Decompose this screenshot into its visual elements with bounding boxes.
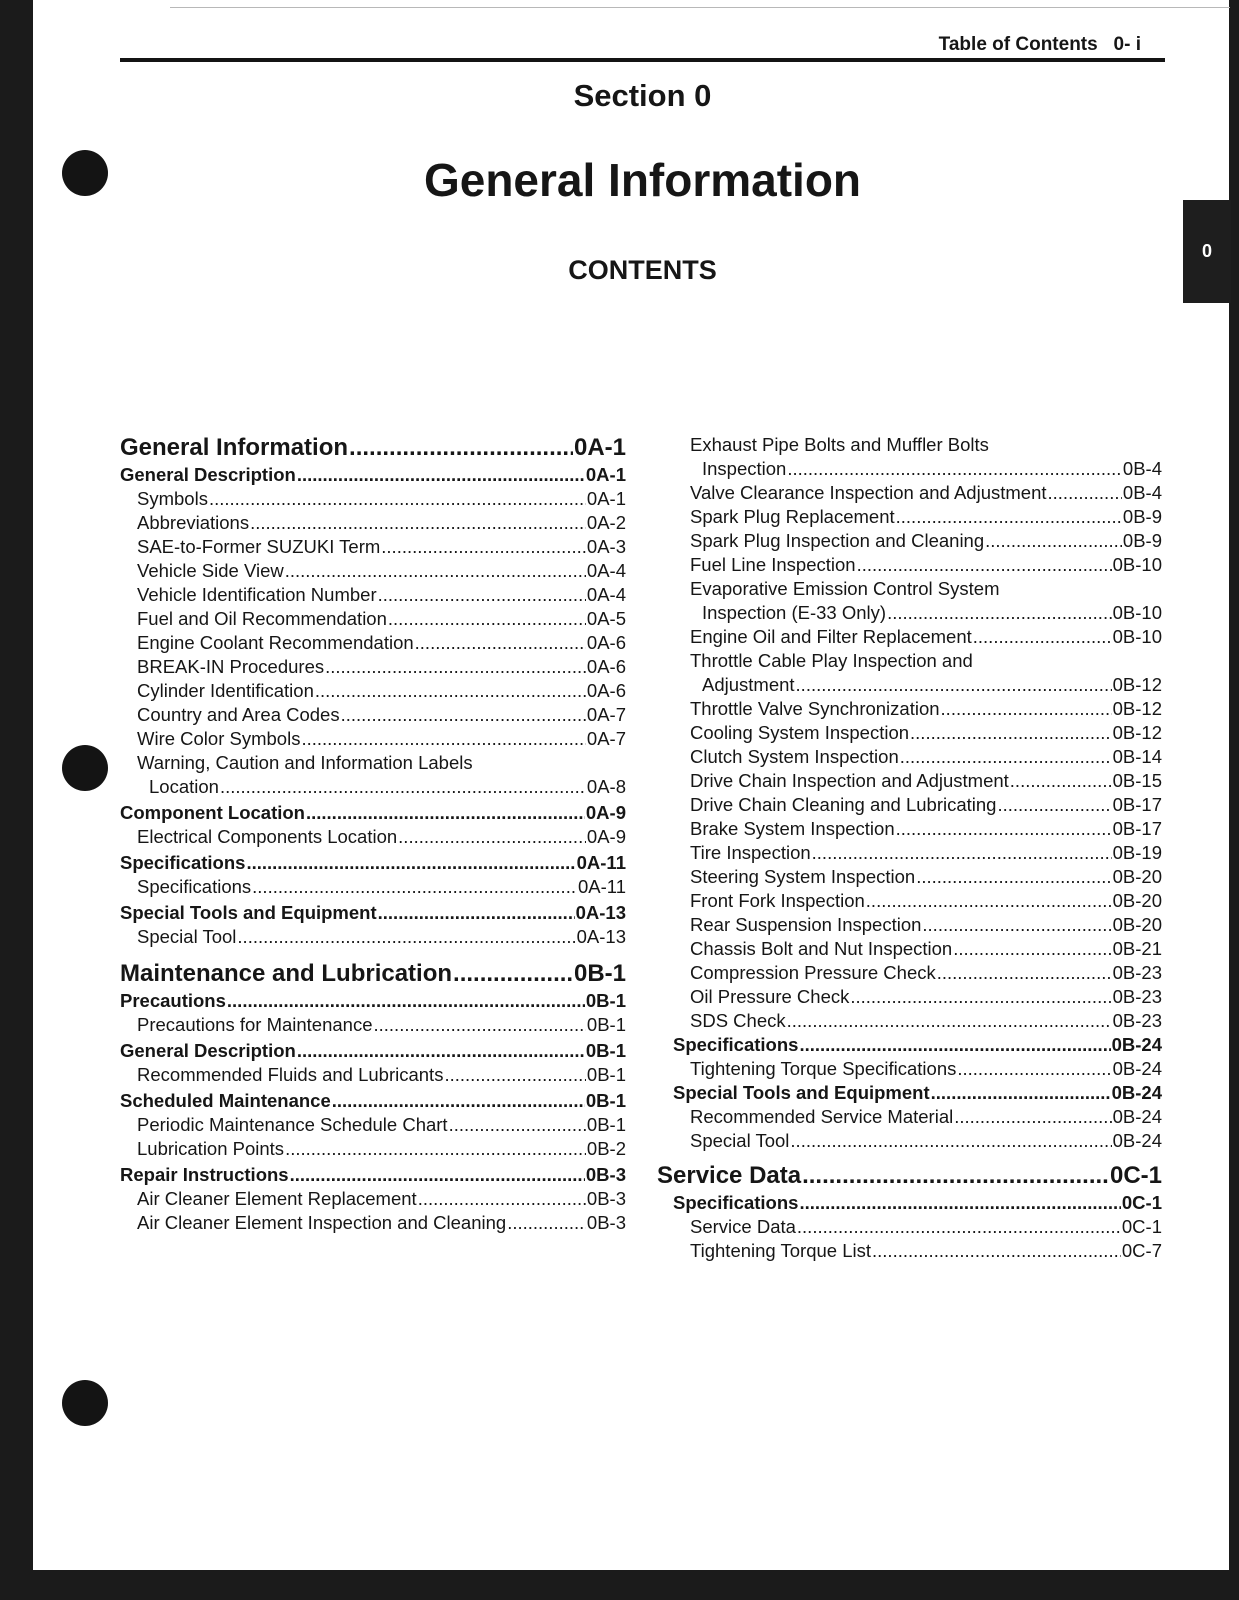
toc-entry-title: Service Data [690, 1216, 796, 1237]
toc-entry-page: 0B-10 [1112, 626, 1162, 647]
toc-entry-title: Rear Suspension Inspection [690, 914, 922, 935]
toc-entry [120, 989, 626, 1013]
toc-entry-page: 0B-24 [1112, 1130, 1162, 1151]
toc-entry [690, 673, 1162, 697]
toc-entry-title: Drive Chain Inspection and Adjustment [690, 770, 1009, 791]
toc-entry [690, 793, 1162, 817]
toc-entry-title: Specifications [673, 1192, 799, 1213]
toc-dot-leader [285, 559, 586, 583]
toc-entry-title: Periodic Maintenance Schedule Chart [137, 1114, 448, 1135]
toc-entry-title: Special Tool [137, 926, 237, 947]
toc-entry-title: General Information [120, 434, 349, 461]
scan-left-edge [0, 0, 33, 1600]
toc-entry-page: 0B-24 [1112, 1106, 1162, 1127]
toc-entry [690, 1215, 1162, 1239]
toc-entry [690, 457, 1162, 481]
toc-dot-leader [887, 601, 1112, 625]
toc-entry-title: Spark Plug Inspection and Cleaning [690, 530, 985, 551]
toc-entry-wrapped: Throttle Cable Play Inspection and [690, 650, 973, 671]
toc-dot-leader [922, 913, 1111, 937]
toc-entry-title: Recommended Fluids and Lubricants [137, 1064, 444, 1085]
toc-entry-title: Throttle Valve Synchronization [690, 698, 940, 719]
toc-dot-leader [866, 889, 1112, 913]
toc-entry-page: 0A-2 [586, 512, 626, 533]
toc-dot-leader [916, 865, 1111, 889]
toc-dot-leader [997, 793, 1111, 817]
section-title: General Information [423, 154, 862, 206]
toc-entry-title: Compression Pressure Check [690, 962, 936, 983]
toc-dot-leader [796, 673, 1112, 697]
toc-entry-title: Wire Color Symbols [137, 728, 301, 749]
toc-entry-page: 0B-1 [585, 990, 626, 1011]
toc-entry [690, 745, 1162, 769]
toc-dot-leader [954, 1105, 1111, 1129]
toc-entry [690, 913, 1162, 937]
toc-dot-leader [398, 825, 586, 849]
toc-entry-title: Electrical Components Location [137, 826, 398, 847]
toc-entry [690, 817, 1162, 841]
toc-dot-leader [1048, 481, 1122, 505]
toc-entry [120, 959, 626, 989]
toc-entry-page: 0B-3 [585, 1164, 626, 1185]
toc-dot-leader [799, 1191, 1120, 1215]
toc-entry [673, 1033, 1162, 1057]
toc-dot-leader [381, 535, 586, 559]
toc-entry-title: Specifications [137, 876, 252, 897]
scan-top-edge [170, 7, 1230, 8]
toc-dot-leader [306, 801, 585, 825]
toc-entry [120, 463, 626, 487]
toc-entry-title: Air Cleaner Element Replacement [137, 1188, 417, 1209]
toc-entry-page: 0B-1 [573, 960, 626, 987]
toc-dot-leader [297, 1039, 585, 1063]
toc-dot-leader [787, 1009, 1112, 1033]
toc-entry-page: 0B-20 [1112, 890, 1162, 911]
toc-entry-page: 0B-20 [1112, 914, 1162, 935]
toc-entry-page: 0C-1 [1109, 1162, 1162, 1189]
toc-dot-leader [290, 1163, 585, 1187]
toc-entry-title: Abbreviations [137, 512, 250, 533]
toc-entry [690, 889, 1162, 913]
toc-entry-title: Chassis Bolt and Nut Inspection [690, 938, 953, 959]
toc-entry-page: 0A-13 [575, 902, 626, 923]
toc-entry-title: Valve Clearance Inspection and Adjustment [690, 482, 1047, 503]
toc-dot-leader [237, 925, 575, 949]
toc-dot-leader [415, 631, 586, 655]
toc-entry [120, 1113, 626, 1137]
toc-dot-leader [973, 625, 1112, 649]
toc-dot-leader [374, 1013, 586, 1037]
toc-dot-leader [799, 1033, 1110, 1057]
toc-entry-page: 0A-6 [586, 680, 626, 701]
toc-entry [120, 1137, 626, 1161]
toc-entry [120, 1013, 626, 1037]
toc-dot-leader [227, 989, 585, 1013]
toc-dot-leader [941, 697, 1112, 721]
toc-entry [120, 703, 626, 727]
toc-entry-title: Clutch System Inspection [690, 746, 899, 767]
toc-entry-title: Steering System Inspection [690, 866, 916, 887]
toc-entry [690, 625, 1162, 649]
toc-entry-page: 0B-1 [586, 1014, 626, 1035]
toc-entry-page: 0B-2 [586, 1138, 626, 1159]
toc-entry-page: 0B-23 [1112, 1010, 1162, 1031]
toc-entry-page: 0B-3 [586, 1188, 626, 1209]
toc-entry [120, 511, 626, 535]
toc-entry-title: Scheduled Maintenance [120, 1090, 331, 1111]
toc-entry [690, 553, 1162, 577]
toc-entry-page: 0B-10 [1112, 554, 1162, 575]
toc-entry-title: Location [149, 776, 219, 797]
toc-entry-title: General Description [120, 464, 296, 485]
toc-entry [120, 1039, 626, 1063]
toc-entry [690, 481, 1162, 505]
toc-entry [120, 875, 626, 899]
toc-entry-page: 0B-10 [1112, 602, 1162, 623]
toc-entry-title: General Description [120, 1040, 296, 1061]
toc-entry-title: Oil Pressure Check [690, 986, 850, 1007]
toc-entry-title: Special Tools and Equipment [673, 1082, 930, 1103]
toc-dot-leader [900, 745, 1112, 769]
toc-entry [673, 1081, 1162, 1105]
toc-dot-leader [787, 457, 1122, 481]
toc-entry-title: Symbols [137, 488, 208, 509]
toc-dot-leader [850, 985, 1111, 1009]
toc-dot-leader [341, 703, 586, 727]
toc-right-column [657, 433, 1162, 1263]
toc-entry-title: Precautions [120, 990, 226, 1011]
toc-entry-title: Component Location [120, 802, 305, 823]
toc-entry-page: 0B-24 [1111, 1082, 1162, 1103]
toc-dot-leader [449, 1113, 586, 1137]
toc-entry [690, 865, 1162, 889]
toc-entry-page: 0A-6 [586, 656, 626, 677]
toc-entry-page: 0A-1 [586, 488, 626, 509]
toc-entry [120, 1187, 626, 1211]
toc-entry [120, 925, 626, 949]
toc-entry [690, 961, 1162, 985]
toc-dot-leader [453, 959, 573, 989]
toc-dot-leader [931, 1081, 1111, 1105]
toc-entry-title: Engine Oil and Filter Replacement [690, 626, 972, 647]
toc-entry-page: 0B-1 [585, 1090, 626, 1111]
toc-entry [690, 1009, 1162, 1033]
header-rule [120, 58, 1165, 62]
toc-entry-title: Tightening Torque Specifications [690, 1058, 957, 1079]
toc-entry [673, 1191, 1162, 1215]
toc-entry-wrapped: Exhaust Pipe Bolts and Muffler Bolts [690, 434, 989, 455]
toc-dot-leader [250, 511, 586, 535]
toc-entry [120, 801, 626, 825]
punch-hole [62, 745, 108, 791]
toc-entry [690, 697, 1162, 721]
toc-entry-title: Service Data [657, 1162, 802, 1189]
toc-entry-page: 0B-19 [1112, 842, 1162, 863]
toc-entry-page: 0A-9 [586, 826, 626, 847]
toc-entry [120, 727, 626, 751]
toc-entry-title: Spark Plug Replacement [690, 506, 895, 527]
toc-entry-page: 0A-11 [578, 876, 626, 897]
toc-dot-leader [220, 775, 586, 799]
toc-entry-title: Repair Instructions [120, 1164, 289, 1185]
toc-dot-leader [797, 1215, 1121, 1239]
toc-entry-title: Precautions for Maintenance [137, 1014, 373, 1035]
running-header: Table of Contents 0- i [938, 34, 1141, 55]
toc-entry-page: 0B-15 [1112, 770, 1162, 791]
toc-entry-title: Cylinder Identification [137, 680, 314, 701]
toc-entry [690, 985, 1162, 1009]
toc-dot-leader [209, 487, 586, 511]
toc-entry [690, 1129, 1162, 1153]
toc-dot-leader [812, 841, 1112, 865]
toc-entry-page: 0B-9 [1122, 530, 1162, 551]
toc-entry-title: BREAK-IN Procedures [137, 656, 325, 677]
toc-entry-page: 0B-24 [1112, 1058, 1162, 1079]
toc-entry [120, 1163, 626, 1187]
toc-dot-leader [937, 961, 1112, 985]
toc-entry-title: Specifications [673, 1034, 799, 1055]
toc-dot-leader [910, 721, 1112, 745]
toc-entry-title: Tire Inspection [690, 842, 811, 863]
toc-entry-page: 0B-1 [585, 1040, 626, 1061]
toc-dot-leader [315, 679, 586, 703]
toc-entry-page: 0C-1 [1121, 1192, 1162, 1213]
toc-entry-page: 0A-1 [585, 464, 626, 485]
toc-entry-page: 0B-17 [1112, 794, 1162, 815]
toc-entry-title: Engine Coolant Recommendation [137, 632, 414, 653]
toc-entry-title: Special Tools and Equipment [120, 902, 377, 923]
toc-entry [690, 505, 1162, 529]
toc-dot-leader [332, 1089, 585, 1113]
toc-entry-title: Inspection [702, 458, 787, 479]
toc-dot-leader [418, 1187, 586, 1211]
toc-entry-page: 0B-21 [1112, 938, 1162, 959]
toc-entry [120, 1089, 626, 1113]
toc-entry [120, 775, 626, 799]
toc-entry-page: 0B-12 [1112, 698, 1162, 719]
toc-dot-leader [802, 1161, 1109, 1191]
punch-hole [62, 1380, 108, 1426]
toc-entry [120, 559, 626, 583]
toc-left-column [120, 433, 626, 1235]
toc-entry [120, 607, 626, 631]
toc-dot-leader [378, 583, 586, 607]
toc-entry-page: 0B-1 [586, 1114, 626, 1135]
toc-entry-title: Air Cleaner Element Inspection and Cleaning [137, 1212, 507, 1233]
toc-dot-leader [301, 727, 585, 751]
toc-entry [690, 937, 1162, 961]
toc-entry [690, 529, 1162, 553]
toc-entry-page: 0C-1 [1121, 1216, 1162, 1237]
toc-entry-page: 0B-14 [1112, 746, 1162, 767]
toc-dot-leader [953, 937, 1111, 961]
toc-entry-wrapped: Evaporative Emission Control System [690, 578, 1000, 599]
toc-dot-leader [252, 875, 577, 899]
toc-entry-page: 0A-5 [586, 608, 626, 629]
toc-dot-leader [297, 463, 585, 487]
toc-dot-leader [790, 1129, 1111, 1153]
toc-entry-title: Lubrication Points [137, 1138, 285, 1159]
toc-entry-title: Vehicle Side View [137, 560, 284, 581]
toc-entry-page: 0B-24 [1111, 1034, 1162, 1055]
toc-entry-title: Drive Chain Cleaning and Lubricating [690, 794, 997, 815]
toc-dot-leader [1010, 769, 1112, 793]
toc-dot-leader [857, 553, 1112, 577]
toc-entry-page: 0B-20 [1112, 866, 1162, 887]
toc-entry-page: 0A-11 [576, 852, 626, 873]
toc-entry-page: 0A-4 [586, 560, 626, 581]
contents-heading: CONTENTS [568, 255, 717, 285]
toc-entry-page: 0B-17 [1112, 818, 1162, 839]
toc-entry-page: 0A-3 [586, 536, 626, 557]
toc-dot-leader [378, 901, 575, 925]
toc-dot-leader [507, 1211, 586, 1235]
toc-entry [120, 901, 626, 925]
toc-entry-title: Tightening Torque List [690, 1240, 872, 1261]
toc-entry [120, 631, 626, 655]
section-tab-marker: 0 [1183, 200, 1231, 303]
toc-entry [690, 1057, 1162, 1081]
toc-dot-leader [985, 529, 1122, 553]
scan-bottom-edge [0, 1570, 1239, 1600]
toc-entry [120, 851, 626, 875]
toc-entry-page: 0A-1 [573, 434, 626, 461]
toc-dot-leader [896, 505, 1122, 529]
toc-entry-page: 0A-6 [586, 632, 626, 653]
toc-entry-page: 0A-4 [586, 584, 626, 605]
toc-entry-title: Specifications [120, 852, 246, 873]
toc-entry [120, 1211, 626, 1235]
toc-dot-leader [349, 433, 573, 463]
toc-entry-title: Brake System Inspection [690, 818, 895, 839]
toc-entry [690, 721, 1162, 745]
toc-entry-title: Front Fork Inspection [690, 890, 865, 911]
toc-dot-leader [896, 817, 1112, 841]
toc-entry-page: 0B-4 [1122, 458, 1162, 479]
toc-entry-wrapped: Warning, Caution and Information Labels [137, 752, 473, 773]
toc-entry [690, 1239, 1162, 1263]
toc-entry [120, 825, 626, 849]
section-label: Section 0 [573, 78, 712, 113]
toc-entry-page: 0B-1 [586, 1064, 626, 1085]
toc-entry [690, 769, 1162, 793]
toc-entry-page: 0C-7 [1121, 1240, 1162, 1261]
toc-entry-page: 0B-23 [1112, 962, 1162, 983]
toc-entry-page: 0B-3 [586, 1212, 626, 1233]
toc-entry [690, 841, 1162, 865]
toc-dot-leader [872, 1239, 1121, 1263]
toc-entry [690, 1105, 1162, 1129]
toc-dot-leader [957, 1057, 1111, 1081]
toc-entry-page: 0A-7 [586, 728, 626, 749]
toc-entry-page: 0B-9 [1122, 506, 1162, 527]
toc-entry-page: 0B-12 [1112, 674, 1162, 695]
toc-entry-page: 0A-7 [586, 704, 626, 725]
toc-dot-leader [246, 851, 575, 875]
toc-entry-page: 0B-23 [1112, 986, 1162, 1007]
toc-dot-leader [444, 1063, 585, 1087]
toc-entry-page: 0A-13 [576, 926, 626, 947]
toc-entry-title: Special Tool [690, 1130, 790, 1151]
toc-entry-title: Maintenance and Lubrication [120, 960, 453, 987]
toc-entry [120, 679, 626, 703]
toc-dot-leader [285, 1137, 586, 1161]
toc-entry-page: 0B-4 [1122, 482, 1162, 503]
toc-entry-title: SDS Check [690, 1010, 786, 1031]
toc-entry [120, 655, 626, 679]
toc-entry [120, 583, 626, 607]
toc-entry-title: Vehicle Identification Number [137, 584, 377, 605]
toc-dot-leader [325, 655, 586, 679]
toc-entry [120, 433, 626, 463]
toc-entry-title: Inspection (E-33 Only) [702, 602, 887, 623]
toc-entry-title: SAE-to-Former SUZUKI Term [137, 536, 381, 557]
toc-entry-page: 0A-8 [586, 776, 626, 797]
toc-entry-page: 0A-9 [585, 802, 626, 823]
toc-entry-title: Fuel Line Inspection [690, 554, 856, 575]
toc-entry [120, 1063, 626, 1087]
toc-entry-title: Adjustment [702, 674, 795, 695]
toc-entry [657, 1161, 1162, 1191]
toc-entry [120, 535, 626, 559]
toc-entry [120, 487, 626, 511]
toc-entry-title: Country and Area Codes [137, 704, 340, 725]
toc-entry [690, 601, 1162, 625]
toc-entry-title: Recommended Service Material [690, 1106, 954, 1127]
toc-entry-page: 0B-12 [1112, 722, 1162, 743]
toc-entry-title: Cooling System Inspection [690, 722, 910, 743]
toc-dot-leader [388, 607, 586, 631]
toc-entry-title: Fuel and Oil Recommendation [137, 608, 387, 629]
